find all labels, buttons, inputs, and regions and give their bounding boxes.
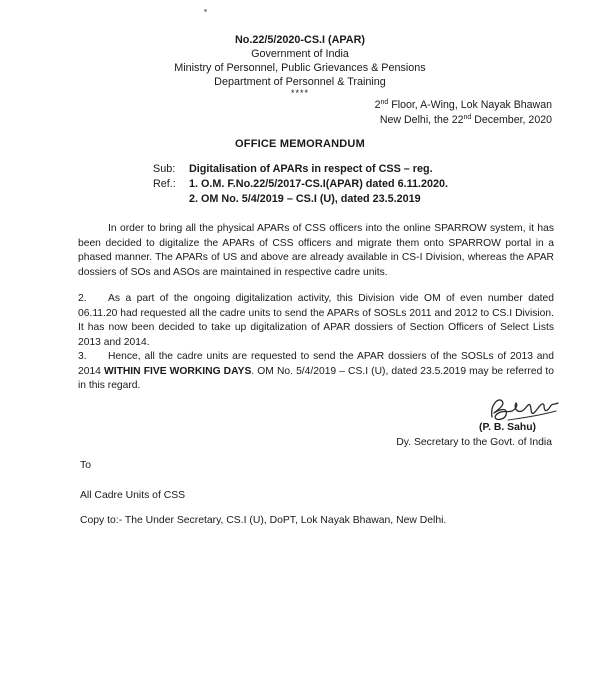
paragraph-number: 2.	[78, 293, 87, 304]
ministry-line: Ministry of Personnel, Public Grievances & Pensions	[174, 62, 426, 75]
recipient: All Cadre Units of CSS	[80, 490, 186, 501]
reference-row	[153, 192, 448, 207]
reference-label: Ref.:	[153, 177, 176, 190]
reference-row	[153, 177, 448, 192]
signatory-designation: Dy. Secretary to the Govt. of India	[396, 436, 552, 448]
paragraph-text: As a part of the ongoing digitalization activity, this Division vide OM of even number dated 06.11.20 had requested all the cadre units to send the APARs of SOSLs 2011 and 2012 to CS.I Division. It has now been decided to take up digitalization of APAR dossiers of Section Officers of Select Lists 2013 and 2014.	[78, 293, 554, 348]
paragraph-text: . OM No. 5/4/2019 – CS.I (U), dated 23.5.2019 may be referred to in this regard.	[78, 365, 554, 392]
reference-item: 1. O.M. F.No.22/5/2017-CS.I(APAR) dated 6.11.2020.	[189, 177, 449, 190]
to-label: To	[80, 460, 91, 471]
deadline-emphasis: WITHIN FIVE WORKING DAYS	[104, 365, 252, 377]
subject-reference-block	[153, 162, 448, 207]
address-block	[375, 98, 552, 129]
signature-block	[396, 421, 552, 451]
office-address: 2nd Floor, A-Wing, Lok Nayak Bhawan	[374, 99, 552, 111]
subject-text: Digitalisation of APARs in respect of CSS – reg.	[189, 163, 433, 175]
letterhead	[0, 33, 600, 99]
department-line: Department of Personnel & Training	[214, 76, 386, 89]
copy-to: Copy to:- The Under Secretary, CS.I (U), DoPT, Lok Nayak Bhawan, New Delhi.	[80, 515, 447, 526]
paragraph-number: 3.	[78, 351, 87, 362]
reference-item: 2. OM No. 5/4/2019 – CS.I (U), dated 23.5.2019	[189, 192, 421, 205]
paragraph-text: Hence, all the cadre units are requested to send the APAR dossiers of the SOSLs of 2013 and 2014	[78, 351, 554, 377]
separator-stars: ****	[290, 88, 309, 99]
signatory-name: (P. B. Sahu)	[479, 422, 536, 433]
file-number: No.22/5/2020-CS.I (APAR)	[235, 34, 365, 46]
page-title: OFFICE MEMORANDUM	[235, 138, 365, 150]
paragraph-3	[78, 350, 554, 394]
subject-row	[153, 162, 448, 177]
memo-date: New Delhi, the 22nd December, 2020	[379, 114, 552, 127]
paragraph-2	[78, 292, 554, 350]
government-line: Government of India	[251, 48, 349, 61]
scan-speck	[204, 9, 207, 12]
subject-label: Sub:	[153, 163, 176, 175]
paragraph-1: In order to bring all the physical APARs of CSS officers into the online SPARROW system, it has been decided to digitalize the APARs of CSS officers and migrate them onto SPARROW portal in a phased manner. The APARs of US and above are already available in CS-I Division, whereas the APAR dossiers of SOs and ASOs are maintained in respective cadre units.	[78, 223, 554, 278]
